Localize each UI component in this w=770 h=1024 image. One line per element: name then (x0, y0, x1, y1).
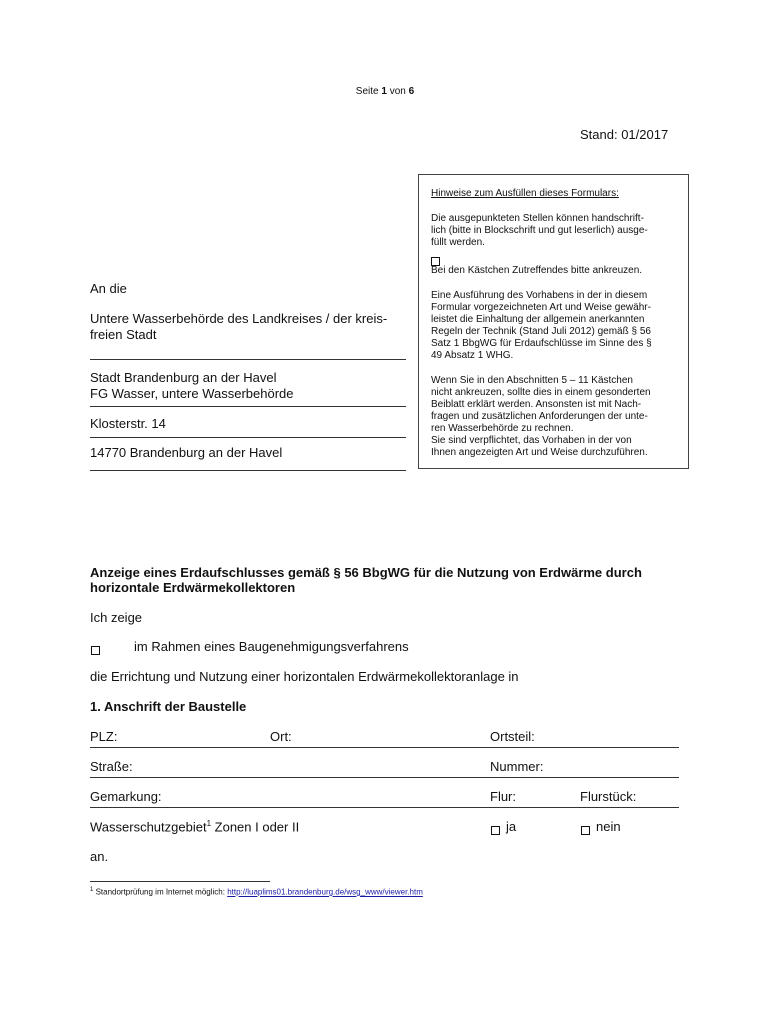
plz-ort-line[interactable] (90, 747, 679, 748)
footnote (90, 887, 423, 897)
address-divider (90, 359, 406, 360)
nein-label: nein (596, 819, 621, 834)
ort-label: Ort: (270, 729, 292, 744)
hints-title: Hinweise zum Ausfüllen dieses Formulars: (431, 188, 619, 199)
hints-paragraph-1: Die ausgepunkteten Stellen können handschrift- lich (bitte in Blockschrift und gut leserlich) ausge- füllt werden. (431, 213, 648, 248)
strasse-label: Straße: (90, 759, 133, 774)
page-total: 6 (408, 86, 415, 97)
hints-box (418, 174, 689, 469)
footnote-link[interactable]: http://luaplims01.brandenburg.de/wsg_www/viewer.htm (227, 887, 423, 897)
page-prefix: Seite (355, 86, 379, 97)
footnote-text: Standortprüfung im Internet möglich: (93, 887, 228, 897)
address-divider (90, 470, 406, 471)
gemarkung-label: Gemarkung: (90, 789, 162, 804)
address-divider (90, 437, 406, 438)
hints-paragraph-2: Bei den Kästchen Zutreffendes bitte ankreuzen. (431, 265, 643, 276)
recipient-city: 14770 Brandenburg an der Havel (90, 445, 283, 460)
form-title: Anzeige eines Erdaufschlusses gemäß § 56 BbgWG für die Nutzung von Erdwärme durch horizontale Erdwärmekollektoren (90, 565, 642, 595)
strasse-line[interactable] (90, 777, 679, 778)
an-text: an. (90, 849, 109, 864)
ortsteil-label: Ortsteil: (490, 729, 535, 744)
page-current: 1 (381, 86, 387, 97)
page-mid: von (389, 86, 406, 97)
footnote-mark: 1 (90, 887, 94, 893)
wsg-label (90, 819, 299, 834)
wsg-footnote-mark: 1 (206, 819, 212, 828)
page-number (0, 86, 770, 98)
plz-label: PLZ: (90, 729, 118, 744)
hints-paragraph-3: Eine Ausführung des Vorhabens in der in diesem Formular vorgezeichneten Art und Weise gewähr- leistet die Einhaltung der allgemein anerkannten Regeln der Technik (Stand Juli 2012) gemäß § 56 Satz 1 BbgWG für Erdaufschlüsse im Sinne des § 49 Absatz 1 WHG. (431, 290, 652, 361)
nummer-label: Nummer: (490, 759, 544, 774)
hints-paragraph-4: Wenn Sie in den Abschnitten 5 – 11 Kästchen nicht ankreuzen, sollte dies in einem gesonderten Beiblatt erklärt werden. Ansonsten ist mit Nach- fragen und zusätzlichen Anforderungen der unte- ren Wasserbehörde zu rechnen. Sie sind verpflichtet, das Vorhaben in der von Ihnen angezeigten Art und Weise durchzuführen. (431, 375, 651, 458)
recipient-line-1: Stadt Brandenburg an der Havel (90, 370, 277, 385)
recipient-street: Klosterstr. 14 (90, 416, 166, 431)
ich-zeige: Ich zeige (90, 610, 143, 625)
wsg-text: Wasserschutzgebiet (90, 819, 207, 835)
wsg-suffix: Zonen I oder II (211, 819, 300, 835)
section-1-title: 1. Anschrift der Baustelle (90, 699, 247, 714)
an-die: An die (90, 281, 127, 296)
stand-date: Stand: 01/2017 (580, 127, 669, 142)
nein-checkbox[interactable] (581, 821, 590, 839)
baugenehmigung-label: im Rahmen eines Baugenehmigungsverfahrens (134, 639, 409, 654)
address-divider (90, 406, 406, 407)
authority-name: Untere Wasserbehörde des Landkreises / der kreis- freien Stadt (90, 311, 388, 342)
recipient-line-2: FG Wasser, untere Wasserbehörde (90, 386, 294, 401)
flur-label: Flur: (490, 789, 516, 804)
baugenehmigung-checkbox[interactable] (91, 641, 100, 659)
gemarkung-line[interactable] (90, 807, 679, 808)
flurstueck-label: Flurstück: (580, 789, 637, 804)
footnote-divider (90, 881, 270, 882)
ja-label: ja (506, 819, 517, 834)
errichtung-text: die Errichtung und Nutzung einer horizontalen Erdwärmekollektoranlage in (90, 669, 519, 684)
ja-checkbox[interactable] (491, 821, 500, 839)
